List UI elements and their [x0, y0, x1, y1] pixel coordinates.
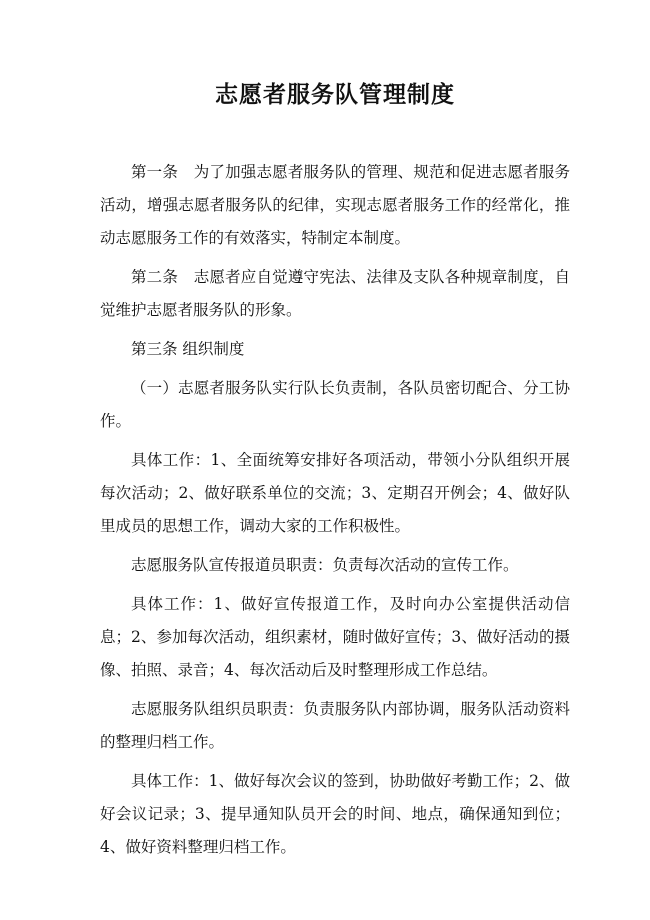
section-1-paragraph: （一）志愿者服务队实行队长负责制，各队员密切配合、分工协作。	[100, 379, 570, 430]
article-1-paragraph: 第一条 为了加强志愿者服务队的管理、规范和促进志愿者服务活动，增强志愿者服务队的纪律，实现志愿者服务工作的经常化，推动志愿服务工作的有效落实，特制定本制度。	[100, 163, 570, 247]
article-2-paragraph: 第二条 志愿者应自觉遵守宪法、法律及支队各种规章制度，自觉维护志愿者服务队的形象。	[100, 268, 570, 319]
publicity-duties-paragraph: 具体工作：1、做好宣传报道工作，及时向办公室提供活动信息；2、参加每次活动，组织素材，随时做好宣传；3、做好活动的摄像、拍照、录音；4、每次活动后及时整理形成工作总结。	[100, 595, 570, 679]
organizer-duties-paragraph: 具体工作：1、做好每次会议的签到，协助做好考勤工作；2、做好会议记录；3、提早通知队员开会的时间、地点，确保通知到位；4、做好资料整理归档工作。	[100, 772, 570, 856]
organizer-role-paragraph: 志愿服务队组织员职责：负责服务队内部协调，服务队活动资料的整理归档工作。	[100, 700, 570, 751]
captain-duties-paragraph: 具体工作：1、全面统筹安排好各项活动，带领小分队组织开展每次活动；2、做好联系单位的交流；3、定期召开例会；4、做好队里成员的思想工作，调动大家的工作积极性。	[100, 451, 570, 535]
article-3-heading: 第三条 组织制度	[131, 340, 245, 358]
document-title: 志愿者服务队管理制度	[215, 82, 455, 108]
publicity-role-paragraph: 志愿服务队宣传报道员职责：负责每次活动的宣传工作。	[131, 556, 519, 574]
